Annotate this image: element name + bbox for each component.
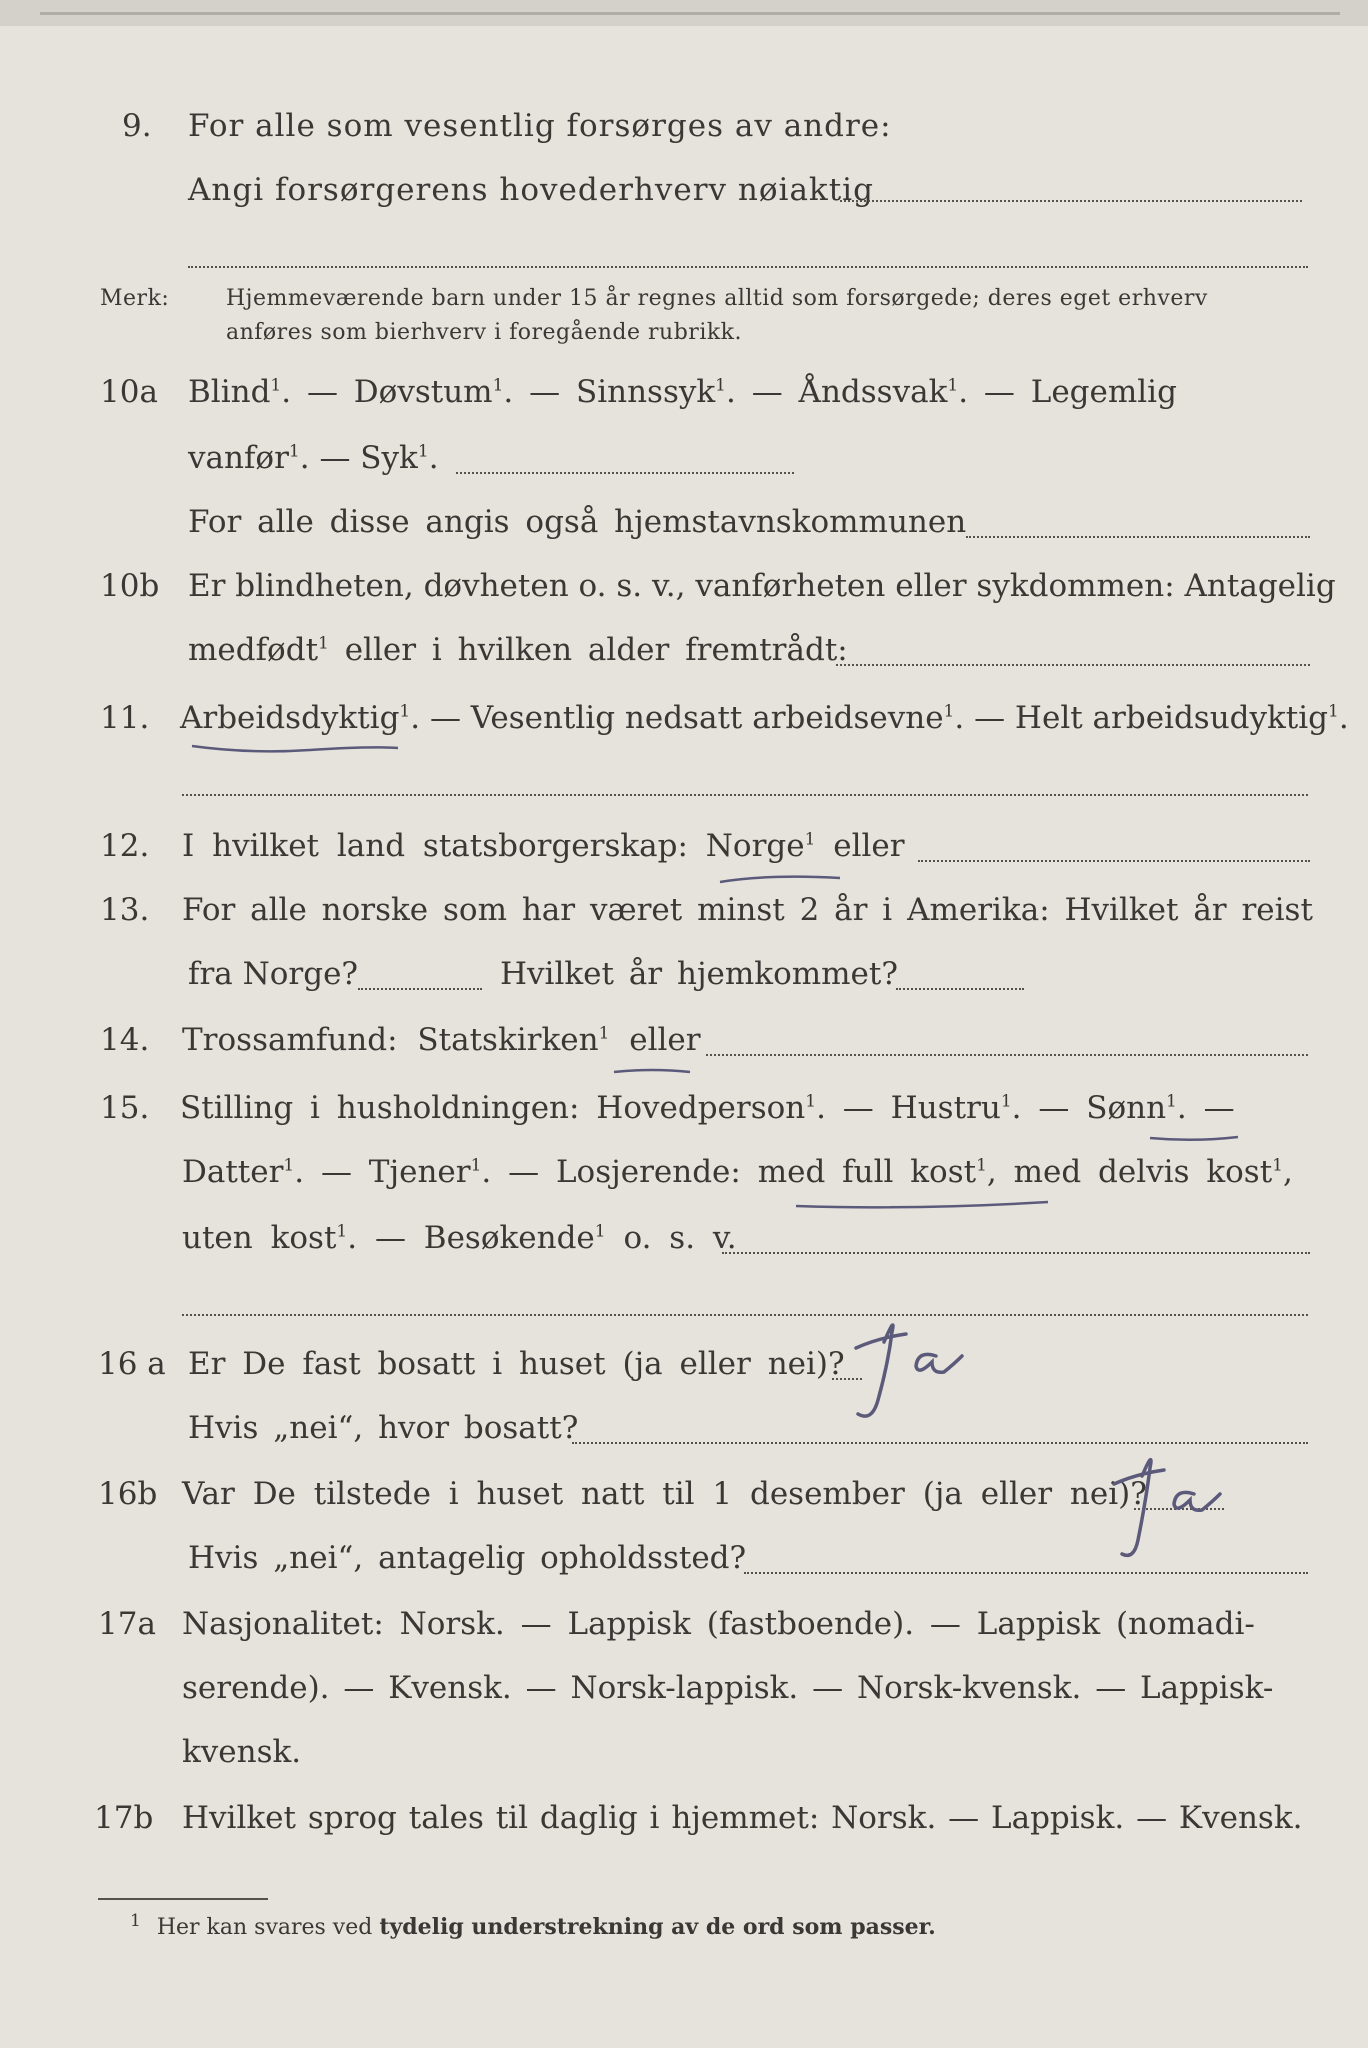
q14-handwritten-underline xyxy=(612,1064,692,1078)
q10b-age-field[interactable] xyxy=(836,664,1310,666)
q15-son-underline xyxy=(1148,1132,1240,1146)
q12-handwritten-underline xyxy=(718,872,842,886)
q17b-text: Hvilket sprog tales til daglig i hjemmet: Norsk. — Lappisk. — Kvensk. xyxy=(182,1800,1303,1836)
q17b-line xyxy=(0,1800,1368,1856)
merk-label: Merk: xyxy=(100,286,170,311)
q16b-line2 xyxy=(0,1540,1368,1596)
q13-line2 xyxy=(0,956,1368,1012)
q15-extra-field[interactable] xyxy=(182,1314,1308,1316)
q12-line xyxy=(0,828,1368,884)
q10a-number: 10a xyxy=(100,374,158,410)
q16a-line1 xyxy=(0,1346,1368,1402)
q9-line1 xyxy=(0,108,1368,164)
q14-faith-field[interactable] xyxy=(706,1054,1308,1056)
q16b-location-field[interactable] xyxy=(744,1572,1308,1574)
q10a-text-2: vanfør$^1$. — Syk$^1$. xyxy=(188,440,439,476)
q10a-sick-field[interactable] xyxy=(456,472,794,474)
q15-text-2: Datter$^1$. — Tjener$^1$. — Losjerende: med full kost$^1$, med delvis kost$^1$, xyxy=(182,1154,1293,1190)
q9-provider-label: Angi forsørgerens hovederhverv nøiaktig xyxy=(188,172,874,208)
q10b-text-1: Er blindheten, døvheten o. s. v., vanførheten eller sykdommen: Antagelig xyxy=(188,568,1336,604)
q11-text: Arbeidsdyktig$^1$. — Vesentlig nedsatt arbeidsevne$^1$. — Helt arbeidsudyktig$^1$. xyxy=(180,700,1349,736)
q10a-text-3: For alle disse angis også hjemstavnskommunen xyxy=(188,504,967,540)
q15-lodger-underline xyxy=(794,1198,1050,1212)
q9-answer-field[interactable] xyxy=(840,200,1302,202)
q13-number: 13. xyxy=(100,892,150,928)
q16a-text-1: Er De fast bosatt i huset (ja eller nei)? xyxy=(188,1346,845,1382)
q9-line2 xyxy=(0,172,1368,228)
q16a-number: 16 a xyxy=(98,1346,166,1382)
q17a-line3 xyxy=(0,1734,1368,1790)
q10b-line2 xyxy=(0,632,1368,688)
q15-text-1: Stilling i husholdningen: Hovedperson$^1$. — Hustru$^1$. — Sønn$^1$. — xyxy=(180,1090,1235,1126)
q17a-text-1: Nasjonalitet: Norsk. — Lappisk (fastboende). — Lappisk (nomadi- xyxy=(182,1606,1255,1642)
q17a-text-3: kvensk. xyxy=(182,1734,302,1770)
q17a-number: 17a xyxy=(98,1606,156,1642)
q10b-text-2: medfødt$^1$ eller i hvilken alder fremtrådt: xyxy=(188,632,848,668)
q9-extra-field[interactable] xyxy=(188,266,1308,268)
q17a-line1 xyxy=(0,1606,1368,1662)
q16a-text-2: Hvis „nei“, hvor bosatt? xyxy=(188,1410,579,1446)
q14-text: Trossamfund: Statskirken$^1$ eller xyxy=(182,1022,701,1058)
q15-line2 xyxy=(0,1154,1368,1210)
q16b-text-2: Hvis „nei“, antagelig opholdssted? xyxy=(188,1540,747,1576)
q13-emigrated-field[interactable] xyxy=(358,988,482,990)
q13-returned-field[interactable] xyxy=(896,988,1024,990)
q17b-number: 17b xyxy=(94,1800,154,1836)
q10a-municipality-field[interactable] xyxy=(966,536,1310,538)
q10a-line3 xyxy=(0,504,1368,560)
q16b-number: 16b xyxy=(98,1476,158,1512)
q15-text-3: uten kost$^1$. — Besøkende$^1$ o. s. v. xyxy=(182,1220,737,1256)
q10b-number: 10b xyxy=(100,568,160,604)
q12-number: 12. xyxy=(100,828,150,864)
q9-number: 9. xyxy=(122,108,152,144)
q15-line3 xyxy=(0,1220,1368,1276)
page-top-rule xyxy=(40,12,1340,15)
q9-text: For alle som vesentlig forsørges av andre: xyxy=(188,108,892,144)
merk-line2 xyxy=(0,320,1368,376)
q17a-text-2: serende). — Kvensk. — Norsk-lappisk. — Norsk-kvensk. — Lappisk- xyxy=(182,1670,1274,1706)
q14-number: 14. xyxy=(100,1022,150,1058)
q12-text: I hvilket land statsborgerskap: Norge$^1$ eller xyxy=(182,828,905,864)
q10a-line2 xyxy=(0,440,1368,496)
merk-text-1: Hjemmeværende barn under 15 år regnes alltid som forsørgede; deres eget erhverv xyxy=(226,286,1208,311)
q11-extra-field[interactable] xyxy=(182,794,1308,796)
q10b-line1 xyxy=(0,568,1368,624)
q13-text-1: For alle norske som har været minst 2 år i Amerika: Hvilket år reist xyxy=(182,892,1313,928)
q10a-line1 xyxy=(0,374,1368,430)
q16b-text-1: Var De tilstede i huset natt til 1 desember (ja eller nei)? xyxy=(182,1476,1147,1512)
q12-country-field[interactable] xyxy=(918,860,1310,862)
footnote-rule xyxy=(98,1898,268,1900)
footnote: $^1$ Her kan svares ved tydelig understrekning av de ord som passer. xyxy=(130,1910,936,1940)
q11-number: 11. xyxy=(100,700,150,736)
q13-line1 xyxy=(0,892,1368,948)
q13-emigrated-label: fra Norge? xyxy=(188,956,359,992)
q13-returned-label: Hvilket år hjemkommet? xyxy=(500,956,898,992)
merk-text-2: anføres som bierhverv i foregående rubrikk. xyxy=(226,320,743,345)
q15-number: 15. xyxy=(100,1090,150,1126)
q17a-line2 xyxy=(0,1670,1368,1726)
q10a-text-1: Blind$^1$. — Døvstum$^1$. — Sinnssyk$^1$. — Åndssvak$^1$. — Legemlig xyxy=(188,374,1177,410)
q11-handwritten-underline xyxy=(190,742,400,756)
q15-position-field[interactable] xyxy=(722,1252,1310,1254)
